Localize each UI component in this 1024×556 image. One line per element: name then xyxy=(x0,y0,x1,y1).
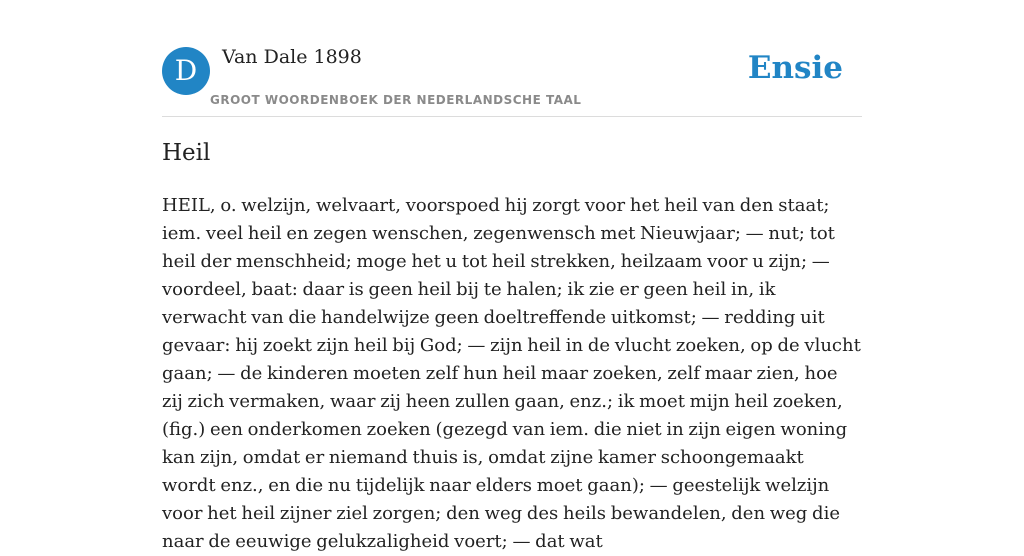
dictionary-logo[interactable] xyxy=(162,47,210,95)
entry-definition: HEIL, o. welzijn, welvaart, voorspoed hij zorgt voor het heil van den staat; iem. veel heil en zegen wenschen, zegenwensch met Nieuwjaar; — nut; tot heil der menschheid; moge het u tot heil strekken, heilzaam voor u zijn; — voordeel, baat: daar is geen heil bij te halen; ik zie er geen heil in, ik verwacht van die handelwijze geen doeltreffende uitkomst; — redding uit gevaar: hij zoekt zijn heil bij God; — zijn heil in de vlucht zoeken, op de vlucht gaan; — de kinderen moeten zelf hun heil maar zoeken, zelf maar zien, hoe zij zich vermaken, waar zij heen zullen gaan, enz.; ik moet mijn heil zoeken, (fig.) een onderkomen zoeken (gezegd van iem. die niet in zijn eigen woning kan zijn, omdat er niemand thuis is, omdat zijne kamer schoongemaakt wordt enz., en die nu tijdelijk naar elders moet gaan); — geestelijk welzijn voor het heil zijner ziel zorgen; den weg des heils bewandelen, den weg die naar de eeuwige gelukzaligheid voert; — dat wat xyxy=(162,195,861,552)
page-header xyxy=(162,0,862,117)
entry-title: Heil xyxy=(162,140,211,166)
dictionary-logo-letter: D xyxy=(174,54,198,87)
dictionary-subtitle: GROOT WOORDENBOEK DER NEDERLANDSCHE TAAL xyxy=(210,93,582,107)
dictionary-name[interactable]: Van Dale 1898 xyxy=(222,46,362,68)
ensie-logo[interactable]: Ensie xyxy=(747,50,843,86)
